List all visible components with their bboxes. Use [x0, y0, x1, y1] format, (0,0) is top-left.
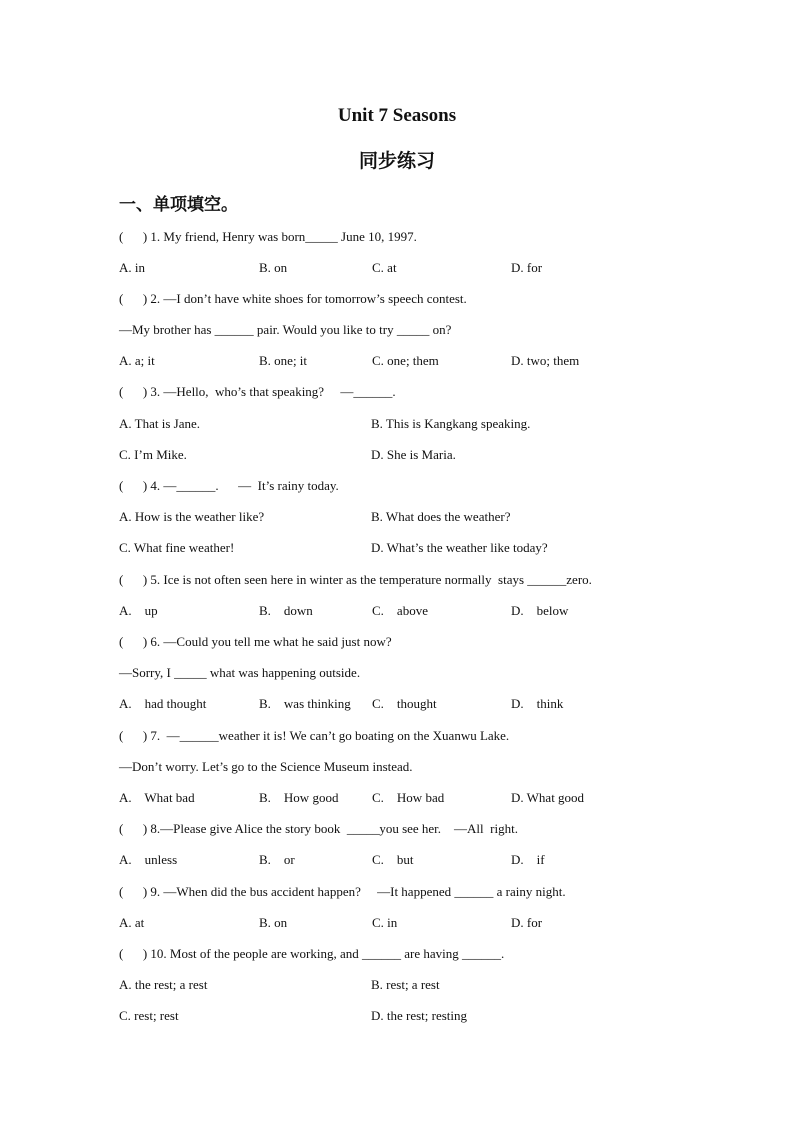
question-1-option-c: C. at	[372, 260, 397, 275]
question-7-option-c: C. How bad	[372, 790, 445, 805]
question-4-stem: ( ) 4. —______. — It’s rainy today.	[119, 478, 339, 493]
question-6-option-b: B. was thinking	[259, 696, 351, 711]
question-8-option-b: B. or	[259, 852, 295, 867]
question-5-option-b: B. down	[259, 603, 313, 618]
question-9-stem: ( ) 9. —When did the bus accident happen? —It happened ______ a rainy night.	[119, 884, 566, 899]
question-9-option-d: D. for	[511, 915, 543, 930]
question-8-option-d: D. if	[511, 852, 545, 867]
question-6-stem: ( ) 6. —Could you tell me what he said just now?	[119, 634, 392, 649]
question-7-option-b: B. How good	[259, 790, 339, 805]
question-4-option-c: C. What fine weather!	[119, 540, 235, 555]
question-2-option-d: D. two; them	[511, 353, 580, 368]
section-heading: 一、单项填空。	[119, 195, 238, 215]
question-9-option-b: B. on	[259, 915, 288, 930]
question-9-option-c: C. in	[372, 915, 398, 930]
question-4-option-b: B. What does the weather?	[371, 509, 511, 524]
question-9-option-a: A. at	[119, 915, 145, 930]
question-10-stem: ( ) 10. Most of the people are working, and ______ are having ______.	[119, 946, 505, 961]
question-1-stem: ( ) 1. My friend, Henry was born_____ June 10, 1997.	[119, 229, 417, 244]
question-3-option-d: D. She is Maria.	[371, 447, 456, 462]
question-3-option-c: C. I’m Mike.	[119, 447, 187, 462]
question-2-stem: ( ) 2. —I don’t have white shoes for tomorrow’s speech contest.	[119, 291, 467, 306]
question-2-option-a: A. a; it	[119, 353, 155, 368]
question-1-option-b: B. on	[259, 260, 288, 275]
page-subtitle: 同步练习	[358, 150, 435, 172]
question-7-stem-line2: —Don’t worry. Let’s go to the Science Museum instead.	[119, 759, 413, 774]
question-5-stem: ( ) 5. Ice is not often seen here in winter as the temperature normally stays ______zero.	[119, 572, 592, 587]
question-8-option-c: C. but	[372, 852, 414, 867]
question-7-option-d: D. What good	[511, 790, 585, 805]
question-5-option-a: A. up	[119, 603, 158, 618]
question-2-stem-line2: —My brother has ______ pair. Would you like to try _____ on?	[119, 322, 452, 337]
question-6-stem-line2: —Sorry, I _____ what was happening outside.	[119, 665, 361, 680]
question-7-stem: ( ) 7. —______weather it is! We can’t go boating on the Xuanwu Lake.	[119, 728, 510, 743]
page-title: Unit 7 Seasons	[337, 105, 457, 126]
question-3-option-b: B. This is Kangkang speaking.	[371, 416, 531, 431]
question-10-option-d: D. the rest; resting	[371, 1008, 468, 1023]
question-4-option-d: D. What’s the weather like today?	[371, 540, 548, 555]
question-6-option-a: A. had thought	[119, 696, 207, 711]
question-10-option-a: A. the rest; a rest	[119, 977, 208, 992]
question-3-stem: ( ) 3. —Hello, who’s that speaking? —______.	[119, 384, 396, 399]
question-8-stem: ( ) 8.—Please give Alice the story book _____you see her. —All right.	[119, 821, 518, 836]
question-1-option-d: D. for	[511, 260, 543, 275]
question-5-option-d: D. below	[511, 603, 569, 618]
question-6-option-d: D. think	[511, 696, 564, 711]
question-6-option-c: C. thought	[372, 696, 437, 711]
question-7-option-a: A. What bad	[119, 790, 195, 805]
question-2-option-b: B. one; it	[259, 353, 308, 368]
question-3-option-a: A. That is Jane.	[119, 416, 200, 431]
question-10-option-c: C. rest; rest	[119, 1008, 179, 1023]
question-8-option-a: A. unless	[119, 852, 178, 867]
question-10-option-b: B. rest; a rest	[371, 977, 440, 992]
question-1-option-a: A. in	[119, 260, 145, 275]
question-5-option-c: C. above	[372, 603, 428, 618]
question-4-option-a: A. How is the weather like?	[119, 509, 265, 524]
question-2-option-c: C. one; them	[372, 353, 439, 368]
